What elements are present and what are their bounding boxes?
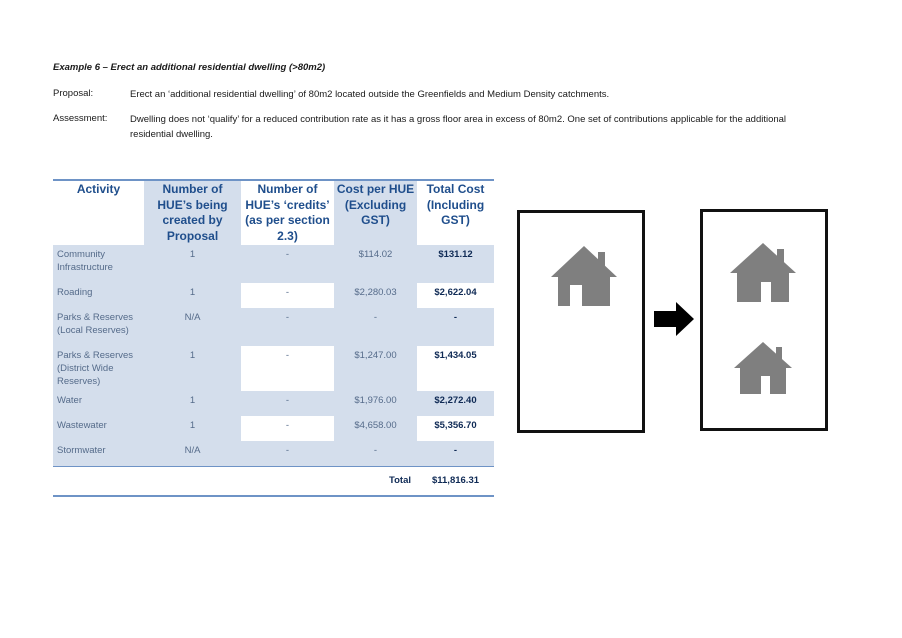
table-row (53, 416, 494, 441)
cell-cost: $1,247.00 (334, 346, 417, 391)
cell-activity: Community Infrastructure (53, 245, 144, 283)
assessment-line-2: residential dwelling. (130, 129, 213, 140)
cell-credits: - (285, 420, 290, 431)
cell-activity: Parks & Reserves (Local Reserves) (53, 308, 144, 346)
cell-credits: - (285, 350, 290, 361)
header-cost-per-hue: Cost per HUE (Excluding GST) (334, 180, 417, 245)
cell-credits: - (285, 287, 290, 298)
total-value: $11,816.31 (417, 466, 494, 496)
cell-activity: Roading (53, 283, 144, 308)
cell-credits: - (241, 308, 334, 346)
cell-total: - (417, 441, 494, 466)
cell-activity: Water (53, 391, 144, 416)
cell-activity: Stormwater (53, 441, 144, 466)
example-heading: Example 6 – Erect an additional residential dwelling (>80m2) (53, 62, 326, 73)
cell-total: $1,434.05 (434, 350, 477, 361)
table-row (53, 441, 494, 466)
total-label: Total (334, 466, 417, 496)
cell-cost: $1,976.00 (334, 391, 417, 416)
cell-total: - (417, 308, 494, 346)
existing-lot-frame (517, 210, 645, 433)
cell-cost: $4,658.00 (334, 416, 417, 441)
table-row (53, 308, 494, 346)
cell-created: 1 (144, 283, 241, 308)
cell-total: $2,272.40 (417, 391, 494, 416)
assessment-label: Assessment: (53, 113, 108, 124)
cell-created: 1 (144, 416, 241, 441)
assessment-text (130, 112, 830, 142)
header-hue-created: Number of HUE’s being created by Proposal (144, 180, 241, 245)
cell-created: 1 (144, 346, 241, 391)
table-row (53, 283, 494, 308)
table-row (53, 391, 494, 416)
table-header-row (53, 180, 494, 245)
header-total-cost: Total Cost (Including GST) (417, 180, 494, 245)
cell-total: $131.12 (417, 245, 494, 283)
cell-created: 1 (144, 245, 241, 283)
proposed-lot-frame (700, 209, 828, 431)
cell-created: N/A (144, 308, 241, 346)
arrow-right-icon (654, 302, 694, 336)
total-row (53, 466, 494, 496)
cell-created: N/A (144, 441, 241, 466)
table-row (53, 245, 494, 283)
cell-credits: - (241, 391, 334, 416)
proposal-text: Erect an ‘additional residential dwelling’ of 80m2 located outside the Greenfields and Medium Density catchments. (130, 89, 610, 100)
house-icon (734, 342, 792, 394)
cell-activity: Parks & Reserves (District Wide Reserves) (53, 346, 144, 391)
cell-cost: $2,280.03 (334, 283, 417, 308)
cell-cost: $114.02 (334, 245, 417, 283)
cell-created: 1 (144, 391, 241, 416)
proposal-label: Proposal: (53, 88, 94, 99)
contribution-table (53, 179, 494, 497)
header-activity: Activity (53, 180, 144, 245)
assessment-line-1: Dwelling does not ‘qualify’ for a reduced contribution rate as it has a gross floor area in excess of 80m2. One set of contributions applicable for the additional (130, 114, 787, 125)
cell-total: $2,622.04 (434, 287, 477, 298)
house-icon (551, 246, 617, 306)
cell-credits: - (241, 441, 334, 466)
cell-credits: - (241, 245, 334, 283)
cell-cost: - (334, 441, 417, 466)
cell-cost: - (334, 308, 417, 346)
house-icon (730, 243, 796, 302)
cell-activity: Wastewater (53, 416, 144, 441)
table-row (53, 346, 494, 391)
cell-total: $5,356.70 (434, 420, 477, 431)
header-hue-credits: Number of HUE’s ‘credits’ (as per section 2.3) (241, 180, 334, 245)
